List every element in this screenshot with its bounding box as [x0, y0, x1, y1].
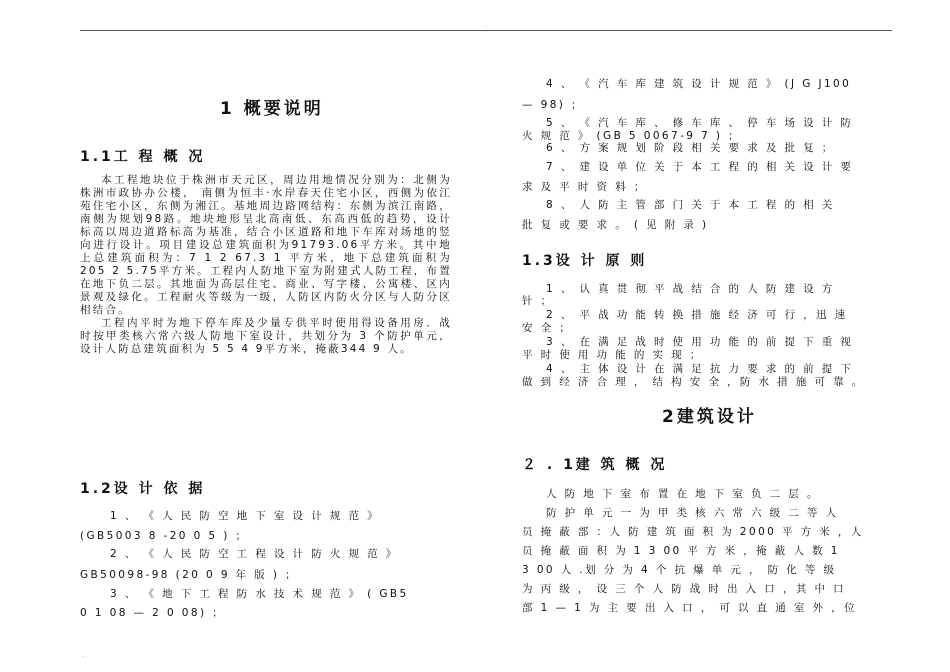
basis-line: 火 规 范 》 (GB 5 0067-9 7 ) ； [522, 130, 742, 142]
basis-line: (GB5003 8 -20 0 5 ) ； [80, 530, 249, 542]
basis-line: 0 1 08 — 2 0 08) ； [80, 607, 226, 619]
heading-2-1: ２ . 1建 筑 概 况 [522, 457, 668, 473]
project-overview [80, 174, 452, 356]
basis-line: 4 、 《 汽 车 库 建 筑 设 计 规 范 》 (J G J100 [546, 78, 852, 90]
basis-line: 2 、 《 人 民 防 空 工 程 设 计 防 火 规 范 》 [110, 548, 399, 560]
header-rule [80, 30, 892, 31]
overview-line: 部 1 — 1 为 主 要 出 入 口 ， 可 以 直 通 室 外 ，位 [522, 602, 857, 614]
basis-line: — 98) ； [522, 99, 584, 111]
principle-line: 做 到 经 济 合 理 ， 结 构 安 全 ，防 水 措 施 可 靠 。 [522, 376, 865, 388]
basis-line: 7 、 建 设 单 位 关 于 本 工 程 的 相 关 设 计 要 [546, 161, 854, 173]
basis-line: 5 、 《 汽 车 库 、 修 车 库 、 停 车 场 设 计 防 [546, 117, 854, 129]
heading-1-1: 1.1工 程 概 况 [80, 149, 206, 165]
principle-line: 2 、 平 战 功 能 转 换 措 施 经 济 可 行 ，迅 速 [546, 309, 848, 321]
principle-line: 4 、 主 体 设 计 在 满 足 抗 力 要 求 的 前 提 下 [546, 363, 854, 375]
overview-line: 3 00 人 .划 分 为 4 个 抗 爆 单 元 ， 防 化 等 级 [522, 564, 837, 576]
footer-dot: . [82, 652, 84, 659]
overview-line: 员 掩 蔽 面 积 为 1 3 00 平 方 米 ，掩 蔽 人 数 1 [522, 545, 840, 557]
heading-1-2: 1.2设 计 依 据 [80, 481, 206, 497]
basis-line: 1 、 《 人 民 防 空 地 下 室 设 计 规 范 》 [110, 510, 381, 522]
basis-line: 8 、 人 防 主 管 部 门 关 于 本 工 程 的 相 关 [546, 199, 835, 211]
section-title: 1 概要说明 [220, 99, 324, 119]
overview-line: 员 掩 蔽 部 ：人 防 建 筑 面 积 为 2000 平 方 米 ，人 [522, 526, 864, 538]
overview-line: 人 防 地 下 室 布 置 在 地 下 室 负 二 层 。 [546, 488, 820, 500]
chapter-2-title: 2建筑设计 [662, 407, 757, 427]
heading-1-3: 1.3设 计 原 则 [522, 253, 648, 269]
overview-line: 防 护 单 元 一 为 甲 类 核 六 常 六 级 二 等 人 [546, 507, 839, 519]
principle-line: 1 、 认 真 贯 彻 平 战 结 合 的 人 防 建 设 方 [546, 283, 835, 295]
basis-line: GB50098-98 (20 0 9 年 版 ) ； [80, 569, 299, 581]
basis-line: 批 复 或 要 求 。 ( 见 附 录 ) [522, 219, 709, 231]
principle-line: 3 、 在 满 足 战 时 使 用 功 能 的 前 提 下 重 视 [546, 336, 854, 348]
basis-line: 6 、 方 案 规 划 阶 段 相 关 要 求 及 批 复 ； [546, 142, 835, 154]
overview-paragraph-2: 工程内平时为地下停车库及少量专供平时使用得设备用房．战时按甲类核六常六级人防地下室设计，共划分为 3 个防护单元，设计人防总建筑面积为 5 5 4 9平方米，掩蔽344 9 人。 [80, 317, 452, 355]
overview-line: 为 丙 级 ， 设 三 个 人 防 战 时 出 入 口 ，其 中 口 [522, 583, 847, 595]
basis-line: 3 、 《 地 下 工 程 防 水 技 术 规 范 》 ( GB5 [110, 588, 409, 600]
principle-line: 平 时 使 用 功 能 的 实 现 ； [522, 349, 703, 361]
principle-line: 针 ； [522, 295, 554, 307]
header-dot: . [485, 22, 487, 29]
overview-paragraph-1: 本工程地块位于株洲市天元区，周边用地情况分别为：北侧为株洲市政协办公楼， 南侧为恒丰·水岸春天住宅小区，西侧为依江苑住宅小区，东侧为湘江。基地周边路网结构：东侧为滨江南路，南侧为规划98路。地块地形呈北高南低、东高西低的趋势，设计标高以周边道路标高为基准，结合小区道路和地下车库对场地的竖向进行设计。项目建设总建筑面积为91793.06平方米。其中地上总建筑面积为：7 1 2 67.3 1 平方米，地下总建筑面积为205 2 5.75平方米。工程内人防地下室为附建式人防工程，布置在地下负二层。其地面为高层住宅、商业、写字楼、公寓楼、区内景观及绿化。工程耐火等级为一级，人防区内防火分区与人防分区相结合。 [80, 174, 452, 316]
principle-line: 安 全 ； [522, 322, 573, 334]
basis-line: 求 及 平 时 资 料 ； [522, 181, 647, 193]
